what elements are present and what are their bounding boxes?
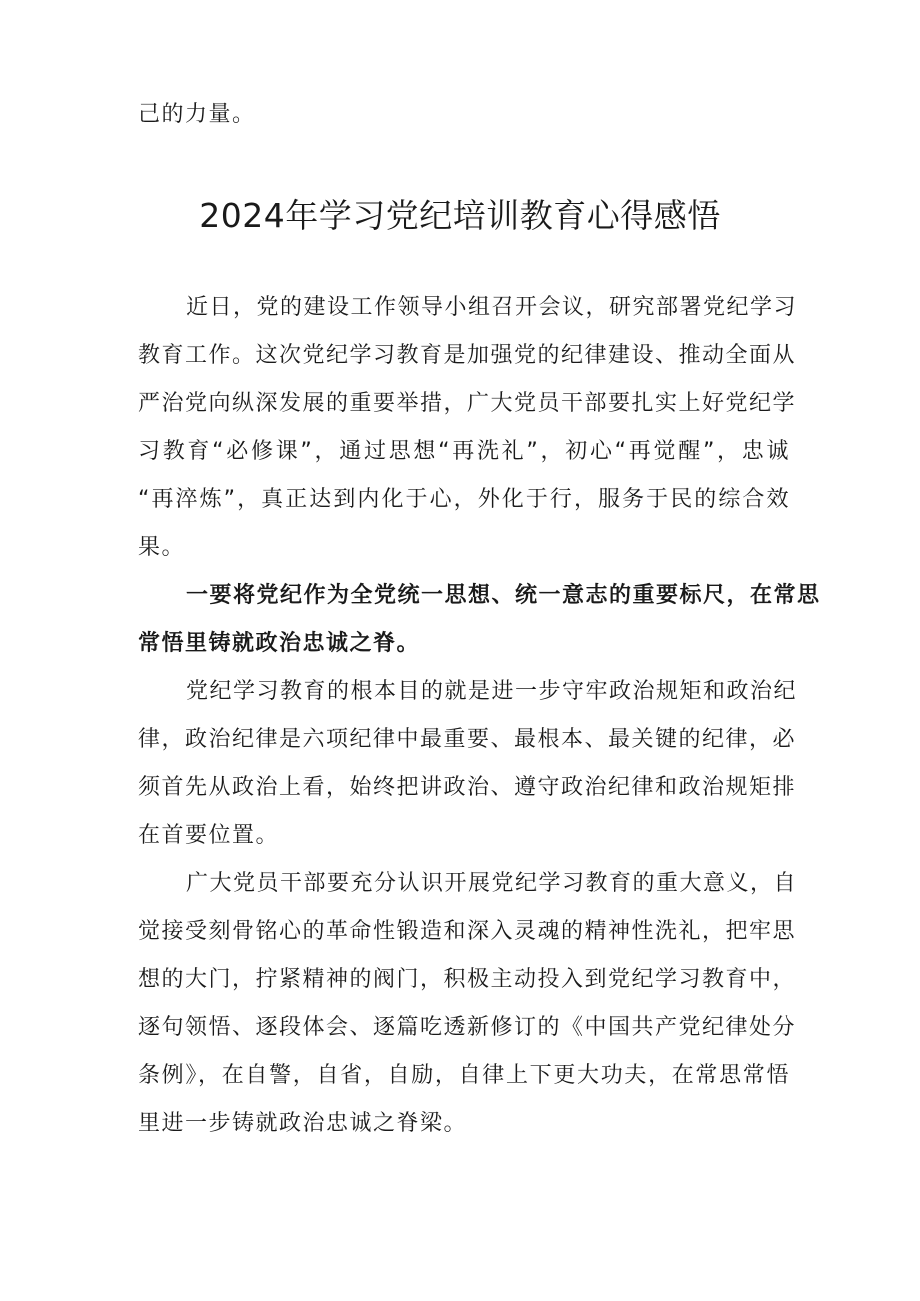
paragraph-3-line-3: 想的大门，拧紧精神的阀门，积极主动投入到党纪学习教育中， bbox=[138, 967, 797, 992]
paragraph-2-line-3: 须首先从政治上看，始终把讲政治、遵守政治纪律和政治规矩排 bbox=[138, 775, 797, 800]
carryover-line: 己的力量。 bbox=[138, 102, 256, 127]
paragraph-1-line-4: 习教育“必修课”，通过思想“再洗礼”，初心“再觉醒”，忠诚 bbox=[138, 439, 790, 464]
paragraph-3-line-4: 逐句领悟、逐段体会、逐篇吃透新修订的《中国共产党纪律处分 bbox=[138, 1015, 797, 1040]
paragraph-2-line-4: 在首要位置。 bbox=[138, 823, 280, 848]
paragraph-1-line-6: 果。 bbox=[138, 535, 186, 560]
paragraph-1-line-2: 教育工作。这次党纪学习教育是加强党的纪律建设、推动全面从 bbox=[138, 343, 797, 368]
paragraph-3-line-2: 觉接受刻骨铭心的革命性锻造和深入灵魂的精神性洗礼，把牢思 bbox=[138, 919, 797, 944]
paragraph-1-line-1: 近日，党的建设工作领导小组召开会议，研究部署党纪学习 bbox=[186, 295, 798, 320]
section-heading-line-2: 常悟里铸就政治忠诚之脊。 bbox=[138, 631, 421, 656]
paragraph-1-line-5: “再淬炼”，真正达到内化于心，外化于行，服务于民的综合效 bbox=[138, 487, 790, 512]
paragraph-3-line-6: 里进一步铸就政治忠诚之脊梁。 bbox=[138, 1111, 468, 1136]
paragraph-2-line-2: 律，政治纪律是六项纪律中最重要、最根本、最关键的纪律，必 bbox=[138, 727, 797, 752]
section-heading-line-1: 一要将党纪作为全党统一思想、统一意志的重要标尺，在常思 bbox=[186, 583, 821, 608]
document-title: 2024年学习党纪培训教育心得感悟 bbox=[199, 196, 721, 235]
paragraph-1-line-3: 严治党向纵深发展的重要举措，广大党员干部要扎实上好党纪学 bbox=[138, 391, 797, 416]
paragraph-3-line-5: 条例》，在自警，自省，自励，自律上下更大功夫，在常思常悟 bbox=[138, 1063, 790, 1088]
paragraph-3-line-1: 广大党员干部要充分认识开展党纪学习教育的重大意义，自 bbox=[186, 871, 798, 896]
paragraph-2-line-1: 党纪学习教育的根本目的就是进一步守牢政治规矩和政治纪 bbox=[186, 679, 798, 704]
